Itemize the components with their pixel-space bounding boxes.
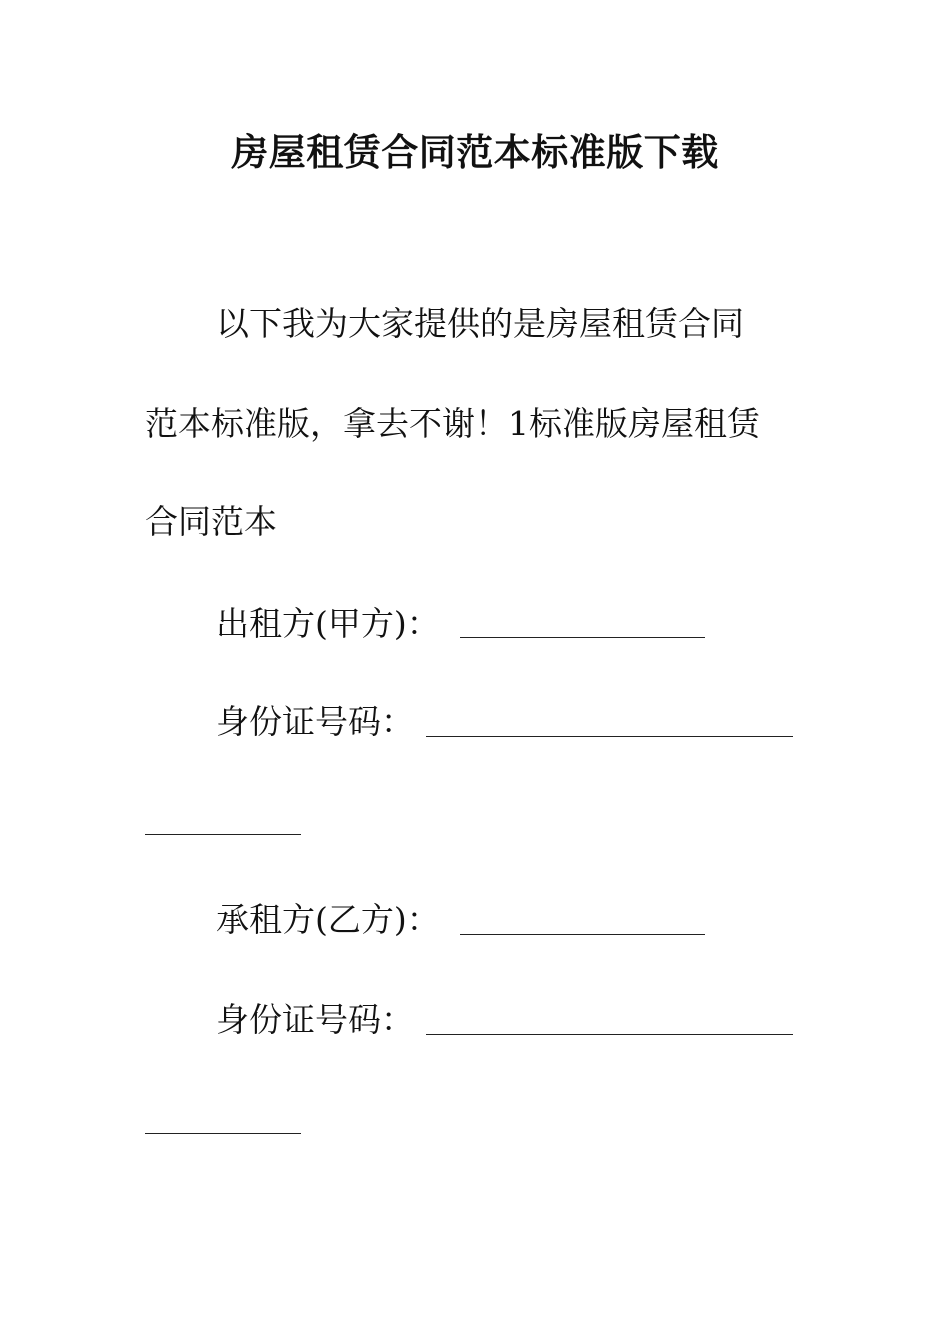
lessee-id-blank-line <box>426 1034 793 1035</box>
lessee-blank-line <box>460 934 705 935</box>
intro-line-2: 范本标准版，拿去不谢！1标准版房屋租赁 <box>145 404 760 443</box>
lessee-label: 承租方(乙方)： <box>216 900 440 939</box>
intro-line-3: 合同范本 <box>145 502 277 541</box>
lessor-id-blank-line <box>426 736 793 737</box>
lessor-blank-line <box>460 637 705 638</box>
lessee-id-blank-line-continued <box>145 1133 301 1134</box>
lessor-id-label: 身份证号码： <box>216 702 414 741</box>
intro-line-1: 以下我为大家提供的是房屋租赁合同 <box>216 304 744 343</box>
lessor-label: 出租方(甲方)： <box>216 604 440 643</box>
lessee-id-label: 身份证号码： <box>216 1000 414 1039</box>
lessor-id-blank-line-continued <box>145 834 301 835</box>
document-title: 房屋租赁合同范本标准版下载 <box>231 131 719 174</box>
